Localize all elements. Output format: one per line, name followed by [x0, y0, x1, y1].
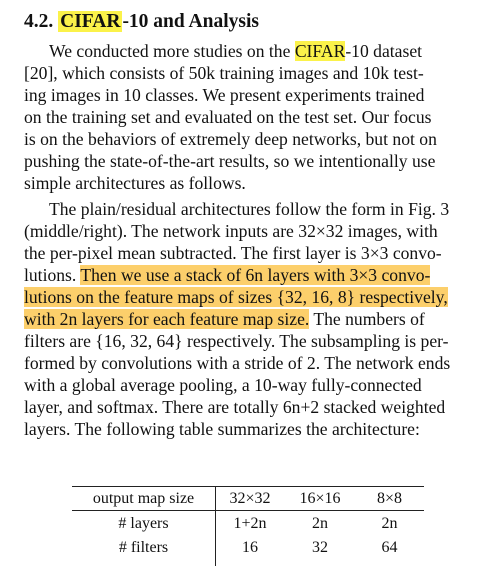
paragraph-line	[49, 40, 422, 62]
table-header-cell: 8×8	[376, 490, 403, 507]
table-cell: 64	[381, 539, 398, 556]
section-heading	[24, 9, 259, 35]
highlight-span: with 2n layers for each feature map size.	[24, 309, 310, 329]
paragraph-line: on the training set and evaluated on the test set. Our focus	[24, 107, 432, 127]
table-cell: 32	[312, 539, 328, 556]
table-cell: 1+2n	[233, 515, 267, 532]
paragraph-line: filters are {16, 32, 64} respectively. The subsampling is per-	[24, 331, 449, 351]
paragraph-line: layer, and softmax. There are totally 6n+2 stacked weighted	[24, 397, 446, 417]
paragraph-line: with a global average pooling, a 10-way fully-connected	[24, 375, 422, 395]
paragraph-line	[24, 308, 425, 330]
highlight-span: Then we use a stack of 6n layers with 3×3 convo-	[80, 265, 431, 285]
paragraph-line: simple architectures as follows.	[24, 173, 246, 193]
table-header-cell: output map size	[92, 490, 195, 507]
paragraph-line: (middle/right). The network inputs are 32×32 images, with	[24, 221, 438, 241]
text-span: lutions.	[24, 265, 81, 285]
text-span: We conducted more studies on the	[49, 41, 295, 61]
highlight-cifar: CIFAR	[294, 41, 346, 61]
text-span: -10 dataset	[345, 41, 423, 61]
paragraph-line: ing images in 10 classes. We present experiments trained	[24, 85, 425, 105]
table-cell: 16	[242, 539, 258, 556]
text-span: The numbers of	[309, 309, 425, 329]
table-header-cell: 32×32	[229, 490, 271, 507]
table-row-label: # layers	[118, 515, 169, 532]
paragraph-line: is on the behaviors of extremely deep networks, but not on	[24, 129, 437, 149]
paragraph-line: the per-pixel mean subtracted. The first layer is 3×3 convo-	[24, 243, 442, 263]
paragraph-line: formed by convolutions with a stride of 2. The network ends	[24, 353, 451, 373]
section-title-highlight: CIFAR	[60, 11, 121, 32]
paragraph-line: The plain/residual architectures follow the form in Fig. 3	[49, 199, 450, 219]
paragraph-line: layers. The following table summarizes the architecture:	[24, 419, 420, 439]
section-number: 4.2.	[24, 11, 54, 32]
table-cell: 2n	[381, 515, 398, 532]
highlight-span: lutions on the feature maps of sizes {32, 16, 8} respectively,	[24, 287, 448, 307]
paragraph-line	[24, 264, 430, 286]
table-cell: 2n	[312, 515, 328, 532]
paragraph-line	[24, 286, 448, 308]
paragraph-line: [20], which consists of 50k training images and 10k test-	[24, 63, 424, 83]
section-title-rest: -10 and Analysis	[122, 11, 259, 32]
table-header-cell: 16×16	[299, 490, 341, 507]
table-row-label: # filters	[118, 539, 169, 556]
paragraph-line: pushing the state-of-the-art results, so we intentionally use	[24, 151, 436, 171]
